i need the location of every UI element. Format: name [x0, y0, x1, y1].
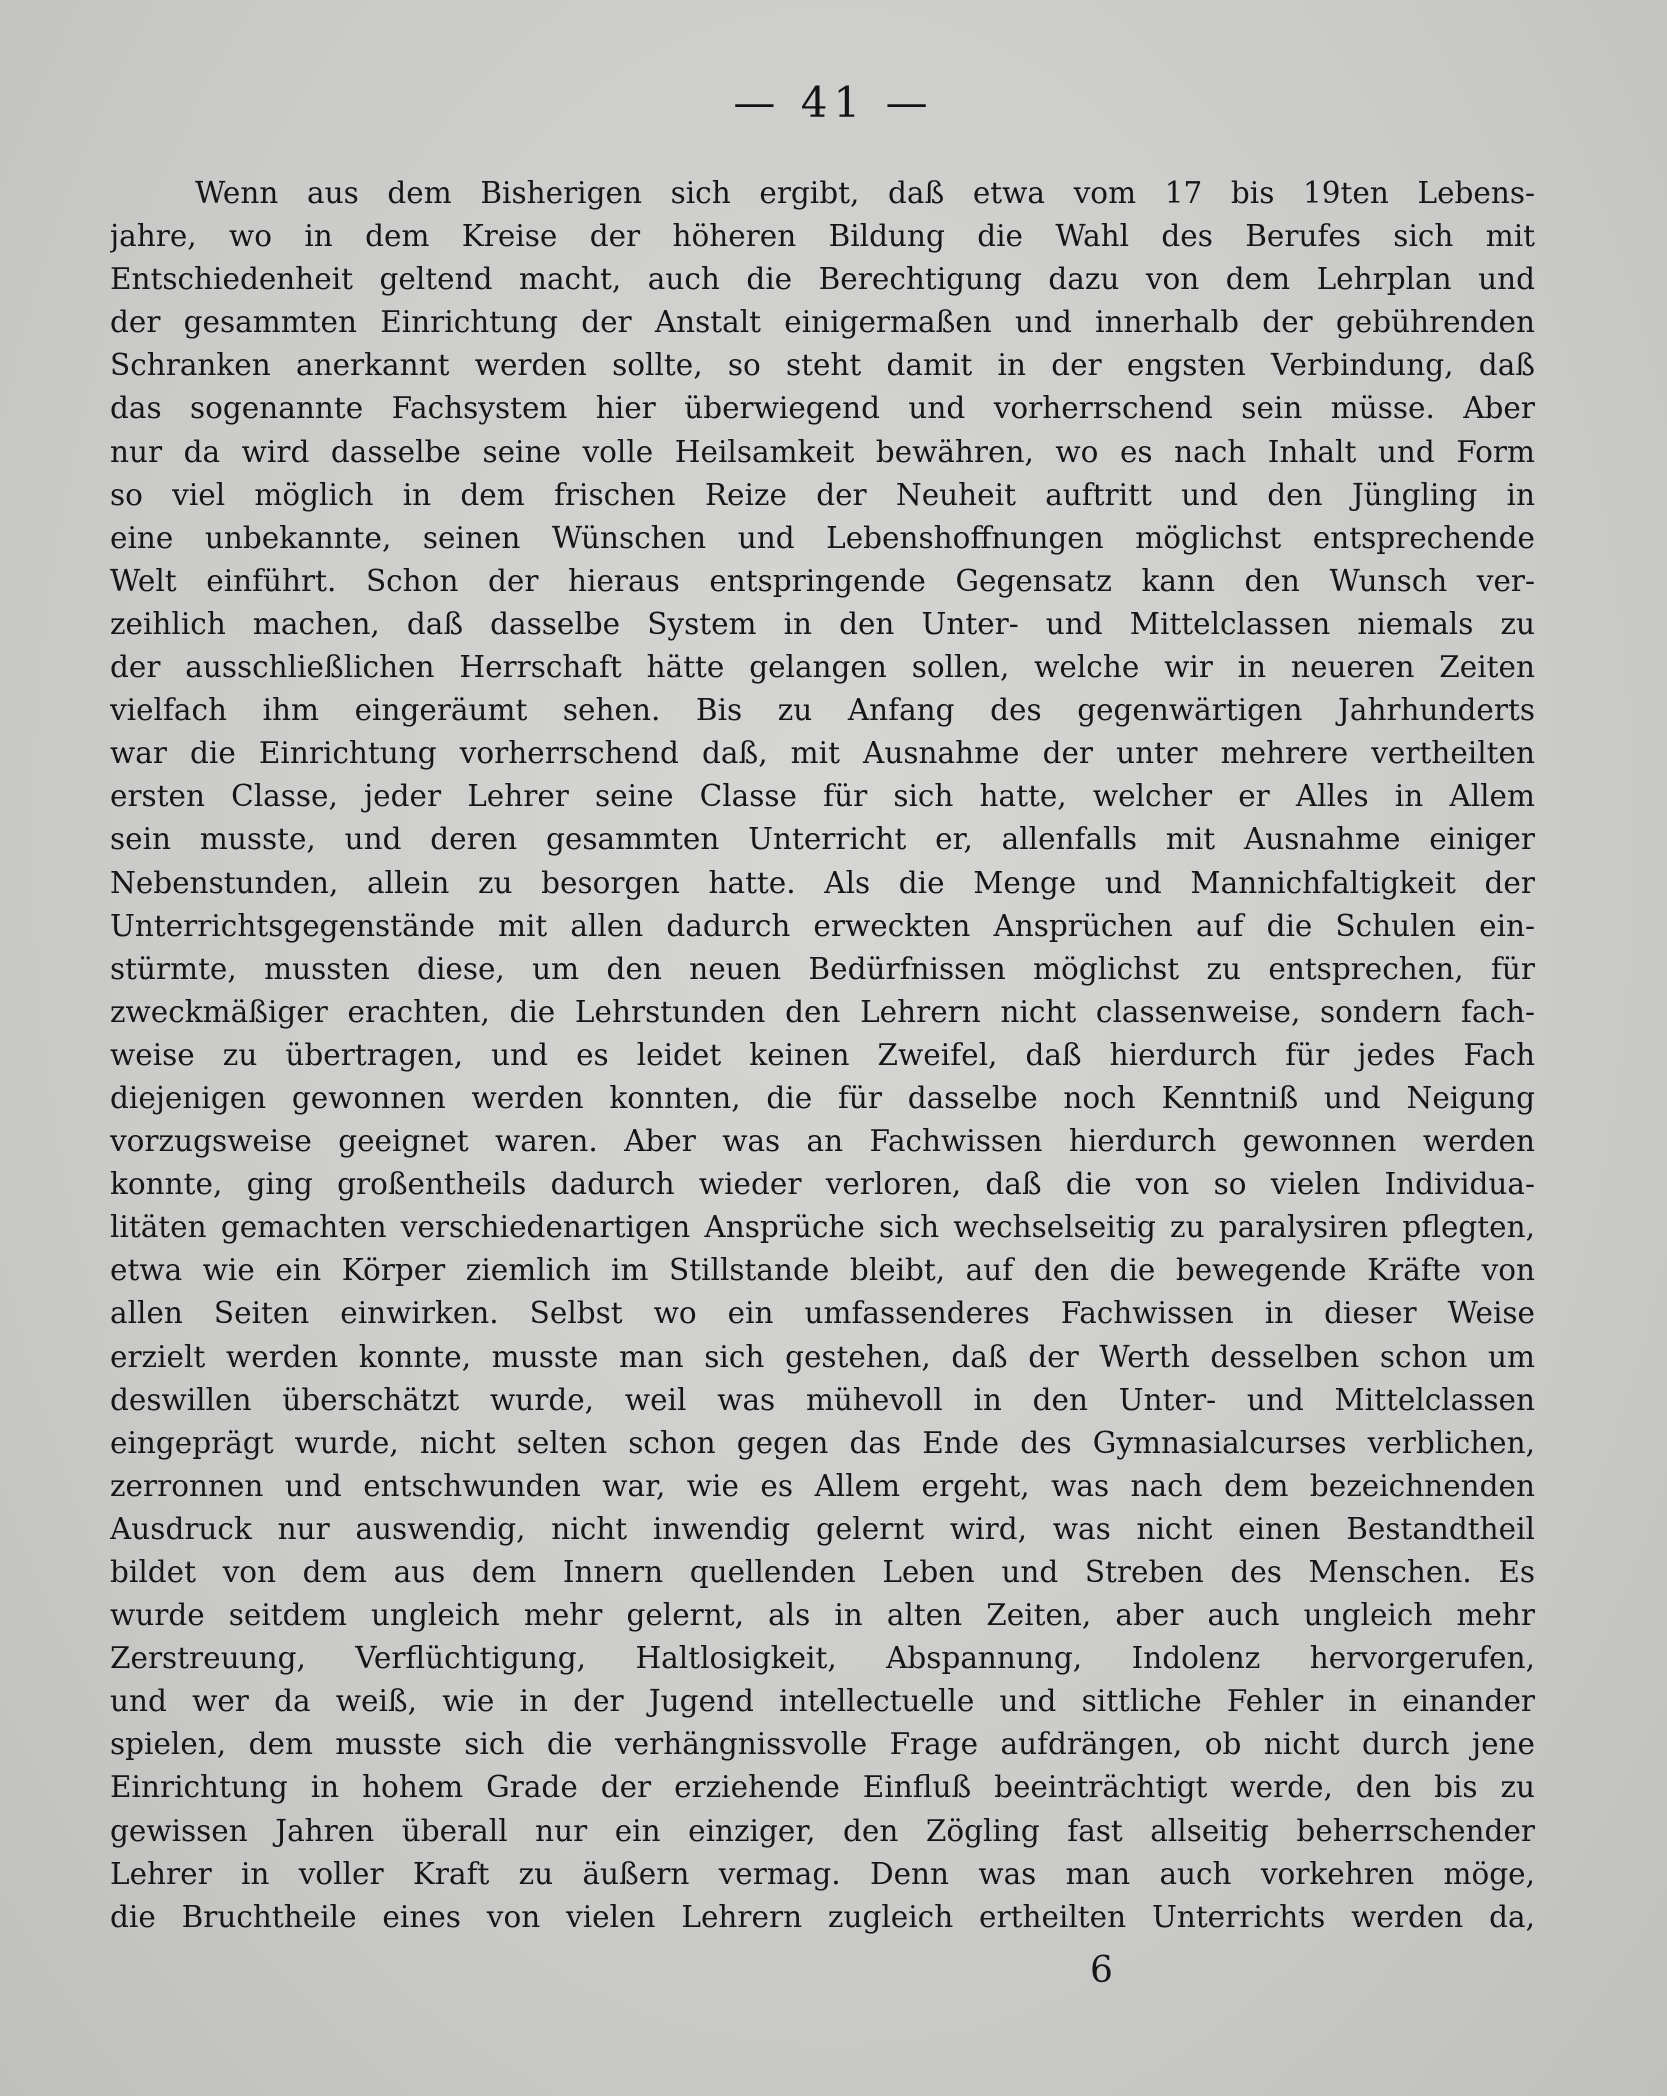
text-line: Entschiedenheit geltend macht, auch die Berechtigung dazu von dem Lehrplan und [110, 262, 1535, 297]
text-line: spielen, dem musste sich die verhängnissvolle Frage aufdrängen, ob nicht durch jene [110, 1727, 1535, 1762]
text-line: jahre, wo in dem Kreise der höheren Bildung die Wahl des Berufes sich mit [110, 219, 1535, 254]
text-line: erzielt werden konnte, musste man sich gestehen, daß der Werth desselben schon um [110, 1339, 1535, 1374]
text-line: eingeprägt wurde, nicht selten schon gegen das Ende des Gymnasialcurses verblichen, [110, 1425, 1535, 1460]
text-line: deswillen überschätzt wurde, weil was mühevoll in den Unter- und Mittelclassen [110, 1382, 1535, 1417]
body-paragraph [110, 172, 1535, 1939]
text-line: Wenn aus dem Bisherigen sich ergibt, daß etwa vom 17 bis 19ten Lebens- [195, 176, 1535, 210]
text-line: bildet von dem aus dem Innern quellenden Leben und Streben des Menschen. Es [110, 1555, 1535, 1589]
text-line: Lehrer in voller Kraft zu äußern vermag. Denn was man auch vorkehren möge, [110, 1856, 1535, 1891]
text-line: eine unbekannte, seinen Wünschen und Lebenshoffnungen möglichst entsprechende [110, 520, 1535, 555]
text-line: der gesammten Einrichtung der Anstalt einigermaßen und innerhalb der gebührenden [110, 305, 1535, 340]
text-line: vielfach ihm eingeräumt sehen. Bis zu Anfang des gegenwärtigen Jahrhunderts [110, 693, 1535, 728]
text-line: vorzugsweise geeignet waren. Aber was an Fachwissen hierdurch gewonnen werden [110, 1124, 1535, 1159]
text-line: weise zu übertragen, und es leidet keinen Zweifel, daß hierdurch für jedes Fach [110, 1037, 1535, 1072]
text-line: nur da wird dasselbe seine volle Heilsamkeit bewähren, wo es nach Inhalt und Form [110, 434, 1535, 469]
text-line: der ausschließlichen Herrschaft hätte gelangen sollen, welche wir in neueren Zeiten [110, 650, 1535, 685]
text-line: etwa wie ein Körper ziemlich im Stillstande bleibt, auf den die bewegende Kräfte von [110, 1253, 1535, 1288]
text-line: allen Seiten einwirken. Selbst wo ein umfassenderes Fachwissen in dieser Weise [110, 1296, 1535, 1331]
text-line: war die Einrichtung vorherrschend daß, mit Ausnahme der unter mehrere vertheilten [110, 736, 1535, 771]
text-line: Unterrichtsgegenstände mit allen dadurch erweckten Ansprüchen auf die Schulen ein- [110, 908, 1535, 943]
text-line: Nebenstunden, allein zu besorgen hatte. Als die Menge und Mannichfaltigkeit der [110, 865, 1535, 900]
text-line: Zerstreuung, Verflüchtigung, Haltlosigkeit, Abspannung, Indolenz hervorgerufen, [110, 1641, 1535, 1676]
text-line: wurde seitdem ungleich mehr gelernt, als in alten Zeiten, aber auch ungleich mehr [110, 1598, 1535, 1633]
text-line: das sogenannte Fachsystem hier überwiegend und vorherrschend sein müsse. Aber [110, 391, 1535, 426]
signature-mark: 6 [1090, 1950, 1113, 1991]
page-number: — 41 — [733, 78, 934, 127]
text-line: diejenigen gewonnen werden konnten, die für dasselbe noch Kenntniß und Neigung [110, 1080, 1535, 1115]
text-line: konnte, ging großentheils dadurch wieder verloren, daß die von so vielen Individua- [110, 1167, 1535, 1202]
text-line: die Bruchtheile eines von vielen Lehrern zugleich ertheilten Unterrichts werden da, [110, 1899, 1535, 1934]
text-line: zweckmäßiger erachten, die Lehrstunden den Lehrern nicht classenweise, sondern fach- [110, 994, 1535, 1029]
text-line: und wer da weiß, wie in der Jugend intellectuelle und sittliche Fehler in einander [110, 1684, 1535, 1719]
text-line: Schranken anerkannt werden sollte, so steht damit in der engsten Verbindung, daß [110, 348, 1535, 383]
text-line: zerronnen und entschwunden war, wie es Allem ergeht, was nach dem bezeichnenden [110, 1468, 1535, 1503]
text-line: ersten Classe, jeder Lehrer seine Classe für sich hatte, welcher er Alles in Allem [110, 779, 1535, 814]
text-line: gewissen Jahren überall nur ein einziger, den Zögling fast allseitig beherrschender [110, 1813, 1535, 1848]
text-line: Welt einführt. Schon der hieraus entspringende Gegensatz kann den Wunsch ver- [110, 563, 1535, 598]
text-line: Einrichtung in hohem Grade der erziehende Einfluß beeinträchtigt werde, den bis zu [110, 1770, 1535, 1805]
text-line: sein musste, und deren gesammten Unterricht er, allenfalls mit Ausnahme einiger [110, 822, 1535, 857]
text-line: stürmte, mussten diese, um den neuen Bedürfnissen möglichst zu entsprechen, für [110, 951, 1535, 986]
text-line: zeihlich machen, daß dasselbe System in den Unter- und Mittelclassen niemals zu [110, 606, 1535, 641]
text-line: so viel möglich in dem frischen Reize der Neuheit auftritt und den Jüngling in [110, 477, 1535, 512]
text-line: Ausdruck nur auswendig, nicht inwendig gelernt wird, was nicht einen Bestandtheil [110, 1511, 1535, 1546]
text-line: litäten gemachten verschiedenartigen Ansprüche sich wechselseitig zu paralysiren pflegten, [110, 1210, 1535, 1245]
